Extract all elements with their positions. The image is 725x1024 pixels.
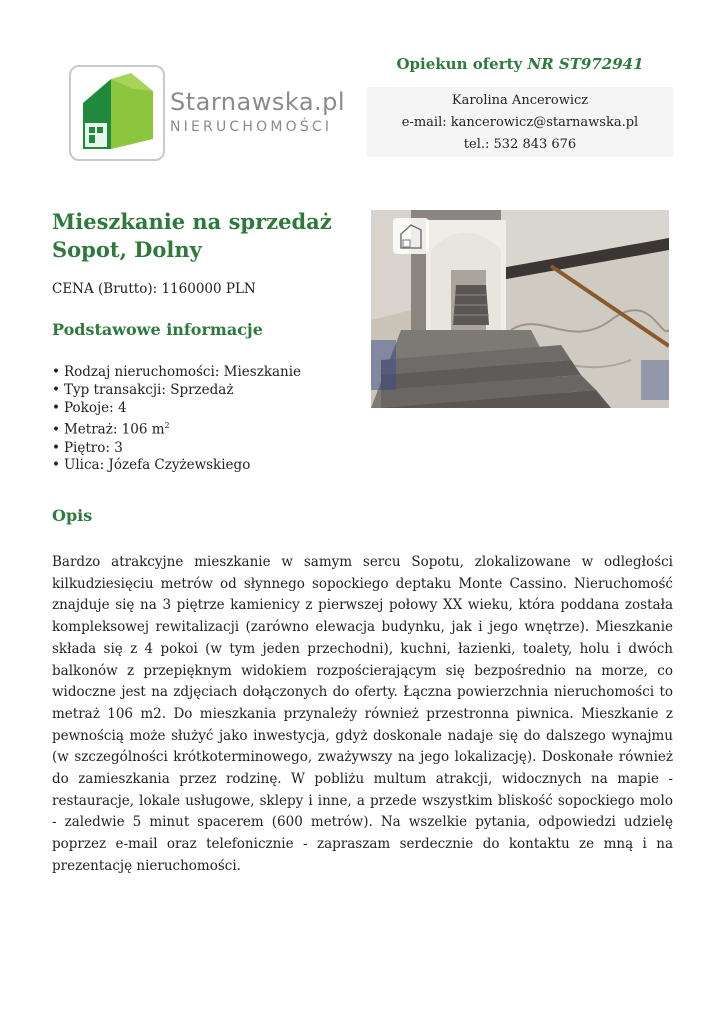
listing-price: CENA (Brutto): 1160000 PLN (52, 281, 256, 297)
listing-title-line1: Mieszkanie na sprzedaż (52, 209, 332, 234)
house-logo-icon (71, 67, 163, 159)
list-item: • Rodzaj nieruchomości: Mieszkanie (52, 364, 301, 382)
staircase-photo-image (371, 210, 669, 408)
basic-info-heading: Podstawowe informacje (52, 320, 263, 339)
description-heading: Opis (52, 506, 93, 525)
agent-email: e-mail: kancerowicz@starnawska.pl (401, 115, 639, 130)
logo-tagline: NIERUCHOMOŚCI (170, 119, 333, 135)
offer-caretaker-heading (367, 55, 673, 73)
description-text: Bardzo atrakcyjne mieszkanie w samym sercu Sopotu, zlokalizowane w odległości kilkudziesięciu metrów od słynnego sopockiego deptaku Monte Cassino. Nieruchomość znajduje się na 3 piętrze kamienicy z pierwszej połowy XX wieku, która poddana została kompleksowej rewitalizacji (zarówno elewacja budynku, jak i jego wnętrze). Mieszkanie składa się z 4 pokoi (w tym jeden przechodni), kuchni, łazienki, toalety, holu i dwóch balkonów z przepięknym widokiem rozpościerającym się bezpośrednio na morze, co widoczne jest na zdjęciach dołączonych do oferty. Łączna powierzchnia nieruchomości to metraż 106 m2. Do mieszkania przynależy również przestronna piwnica. Mieszkanie z pewnością może służyć jako inwestycja, gdyż doskonale nadaje się do dalszego wynajmu (w szczególności krótkoterminowego, zważywszy na jego lokalizację). Doskonałe również do zamieszkania przez rodzinę. W pobliżu multum atrakcji, widocznych na mapie - restauracje, lokale usługowe, sklepy i inne, a przede wszystkim bliskość sopockiego molo - zaledwie 5 minut spacerem (600 metrów). Na wszelkie pytania, odpowiedzi udzielę poprzez e-mail oraz telefonicznie - zapraszam serdecznie do kontaktu ze mną i na prezentację nieruchomości. (52, 554, 673, 874)
list-item: • Pokoje: 4 (52, 400, 301, 418)
list-item: • Ulica: Józefa Czyżewskiego (52, 457, 301, 475)
agent-name: Karolina Ancerowicz (451, 93, 589, 108)
list-item: • Metraż: 106 $m^2$ (52, 417, 301, 439)
company-logo (69, 65, 165, 161)
logo-brand: Starnawska.pl (170, 88, 346, 116)
list-item: • Typ transakcji: Sprzedaż (52, 382, 301, 400)
agent-contact-box (367, 87, 673, 157)
offer-number: NR ST972941 (527, 55, 644, 73)
listing-title-line2: Sopot, Dolny (52, 237, 202, 262)
area-superscript: 2 (164, 421, 170, 431)
list-item: • Piętro: 3 (52, 440, 301, 458)
agent-phone: tel.: 532 843 676 (463, 137, 577, 152)
basic-info-list (52, 364, 301, 475)
offer-caretaker-label: Opiekun oferty (396, 55, 523, 73)
property-photo (371, 210, 669, 408)
logo-wordmark (170, 88, 345, 136)
listing-title (52, 208, 352, 264)
